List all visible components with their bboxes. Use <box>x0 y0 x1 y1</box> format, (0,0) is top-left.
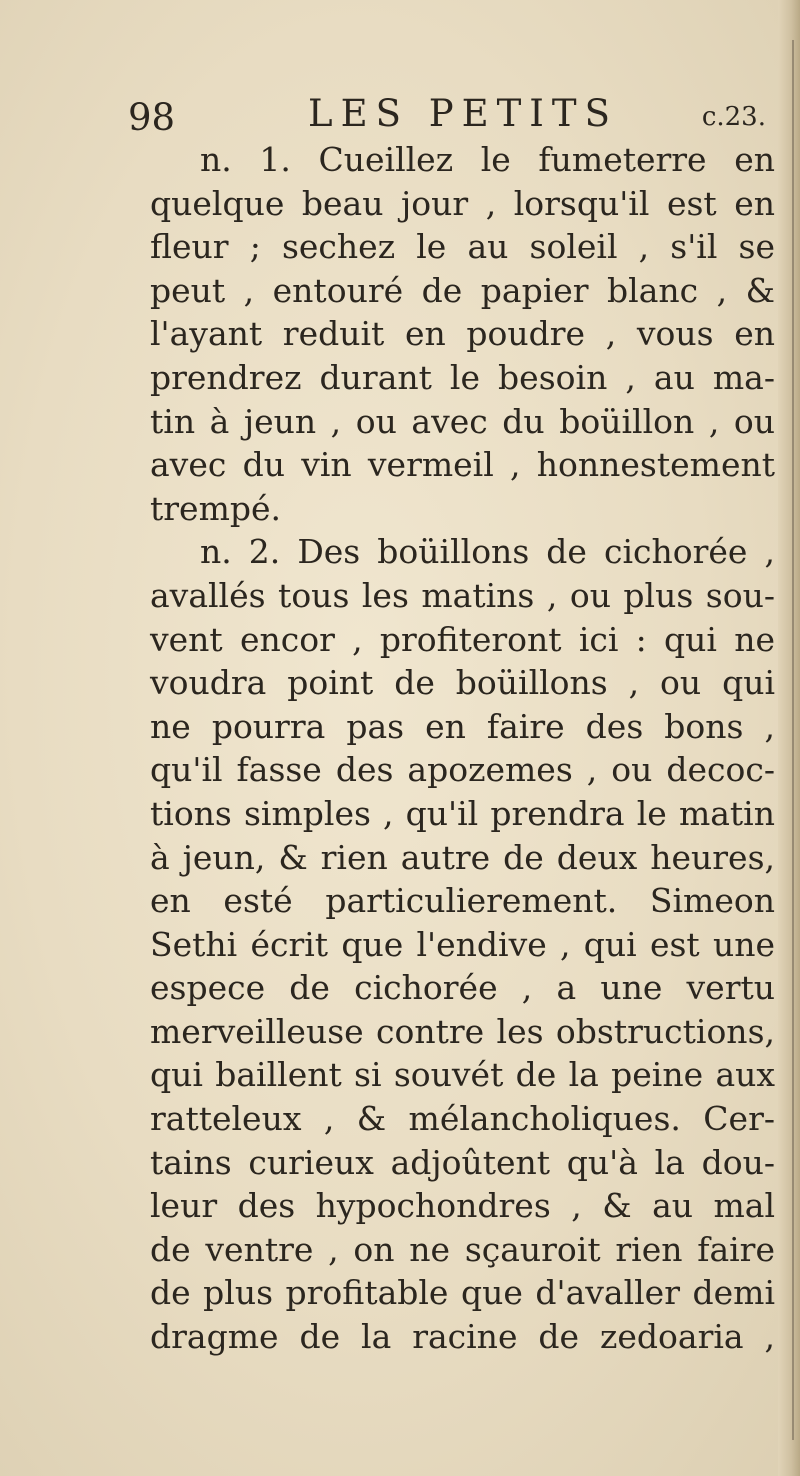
text-line: vent encor , profiteront ici : qui ne <box>150 619 775 659</box>
text-line: trempé. <box>150 488 282 528</box>
text-line: tains curieux adjoûtent qu'à la dou- <box>150 1142 775 1182</box>
text-line: tin à jeun , ou avec du boüillon , ou <box>150 401 775 441</box>
text-line: qui baillent si souvét de la peine aux <box>150 1055 775 1095</box>
text-line: qu'il fasse des apozemes , ou decoc- <box>150 750 775 790</box>
body-text <box>150 138 775 1359</box>
text-line: de ventre , on ne sçauroit rien faire <box>150 1229 775 1269</box>
text-line: merveilleuse contre les obstructions, <box>150 1011 775 1051</box>
running-title: LES PETITS <box>308 92 618 135</box>
text-line: espece de cichorée , a une vertu <box>150 968 775 1008</box>
text-line: peut , entouré de papier blanc , & <box>150 270 775 310</box>
text-line: prendrez durant le besoin , au ma- <box>150 357 775 397</box>
text-line: ratteleux , & mélancholiques. Cer- <box>150 1099 775 1139</box>
text-line: avec du vin vermeil , honnestement <box>150 445 775 485</box>
text-line: quelque beau jour , lorsqu'il est en <box>150 183 775 223</box>
text-line: avallés tous les matins , ou plus sou- <box>150 575 775 615</box>
text-line: n. 1. Cueillez le fumeterre en <box>200 140 775 179</box>
page-header <box>128 92 770 142</box>
text-line: voudra point de boüillons , ou qui <box>150 663 775 703</box>
text-line: Sethi écrit que l'endive , qui est une <box>150 924 775 964</box>
text-line: leur des hypochondres , & au mal <box>150 1186 775 1226</box>
text-line: à jeun, & rien autre de deux heures, <box>150 837 775 877</box>
page-number: 98 <box>128 96 176 139</box>
text-line: l'ayant reduit en poudre , vous en <box>150 314 775 354</box>
text-line: fleur ; sechez le au soleil , s'il se <box>150 227 775 267</box>
page-gutter <box>778 0 800 1476</box>
signature-mark: c.23. <box>701 102 766 132</box>
text-line: en esté particulierement. Simeon <box>150 881 775 921</box>
text-line: de plus profitable que d'avaller demi <box>150 1273 775 1313</box>
text-line: tions simples , qu'il prendra le matin <box>150 793 775 833</box>
text-line: n. 2. Des boüillons de cichorée , <box>200 532 775 572</box>
text-line: dragme de la racine de zedoaria , <box>150 1317 775 1357</box>
text-line: ne pourra pas en faire des bons , <box>150 706 775 746</box>
binding-edge <box>792 40 794 1440</box>
